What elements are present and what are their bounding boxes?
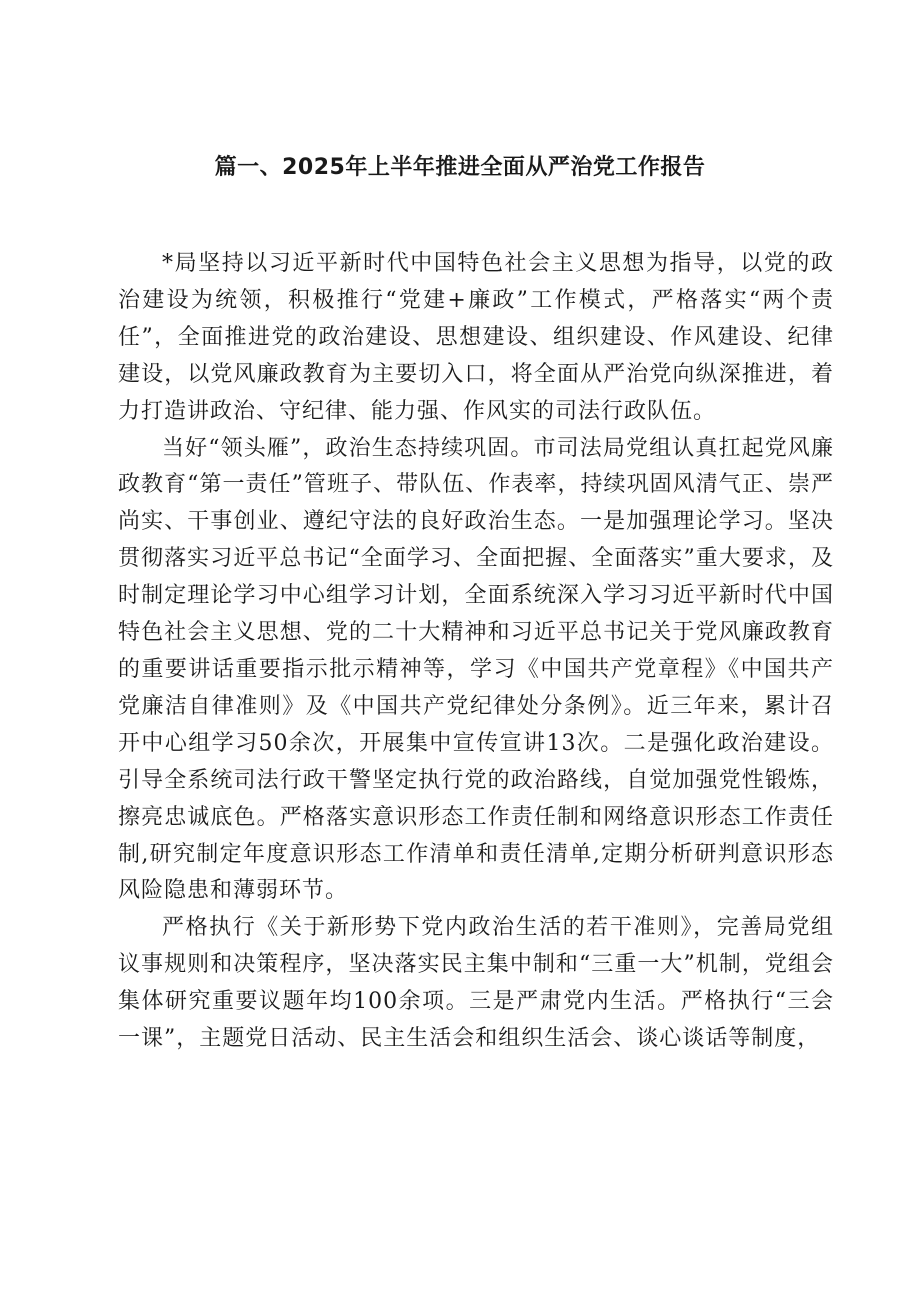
document-title: 篇一、2025年上半年推进全面从严治党工作报告 xyxy=(214,155,706,180)
paragraph: *局坚持以习近平新时代中国特色社会主义思想为指导，以党的政治建设为统领，积极推行“党建+廉政”工作模式，严格落实“两个责任”，全面推进党的政治建设、思想建设、组织建设、作风建设、纪律建设，以党风廉政教育为主要切入口，将全面从严治党向纵深推进，着力打造讲政治、守纪律、能力强、作风实的司法行政队伍。 xyxy=(118,251,834,424)
paragraph: 严格执行《关于新形势下党内政治生活的若干准则》，完善局党组议事规则和决策程序，坚决落实民主集中制和“三重一大”机制，党组会集体研究重要议题年均100余项。三是严肃党内生活。严格执行“三会一课”，主题党日活动、民主生活会和组织生活会、谈心谈话等制度， xyxy=(118,915,834,1052)
document-body xyxy=(118,246,834,1058)
paragraph: 当好“领头雁”，政治生态持续巩固。市司法局党组认真扛起党风廉政教育“第一责任”管班子、带队伍、作表率，持续巩固风清气正、崇严尚实、干事创业、遵纪守法的良好政治生态。一是加强理论学习。坚决贯彻落实习近平总书记“全面学习、全面把握、全面落实”重大要求，及时制定理论学习中心组学习计划，全面系统深入学习习近平新时代中国特色社会主义思想、党的二十大精神和习近平总书记关于党风廉政教育的重要讲话重要指示批示精神等，学习《中国共产党章程》《中国共产党廉洁自律准则》及《中国共产党纪律处分条例》。近三年来，累计召开中心组学习50余次，开展集中宣传宣讲13次。二是强化政治建设。引导全系统司法行政干警坚定执行党的政治路线，自觉加强党性锻炼，擦亮忠诚底色。严格落实意识形态工作责任制和网络意识形态工作责任制,研究制定年度意识形态工作清单和责任清单,定期分析研判意识形态风险隐患和薄弱环节。 xyxy=(118,435,834,904)
